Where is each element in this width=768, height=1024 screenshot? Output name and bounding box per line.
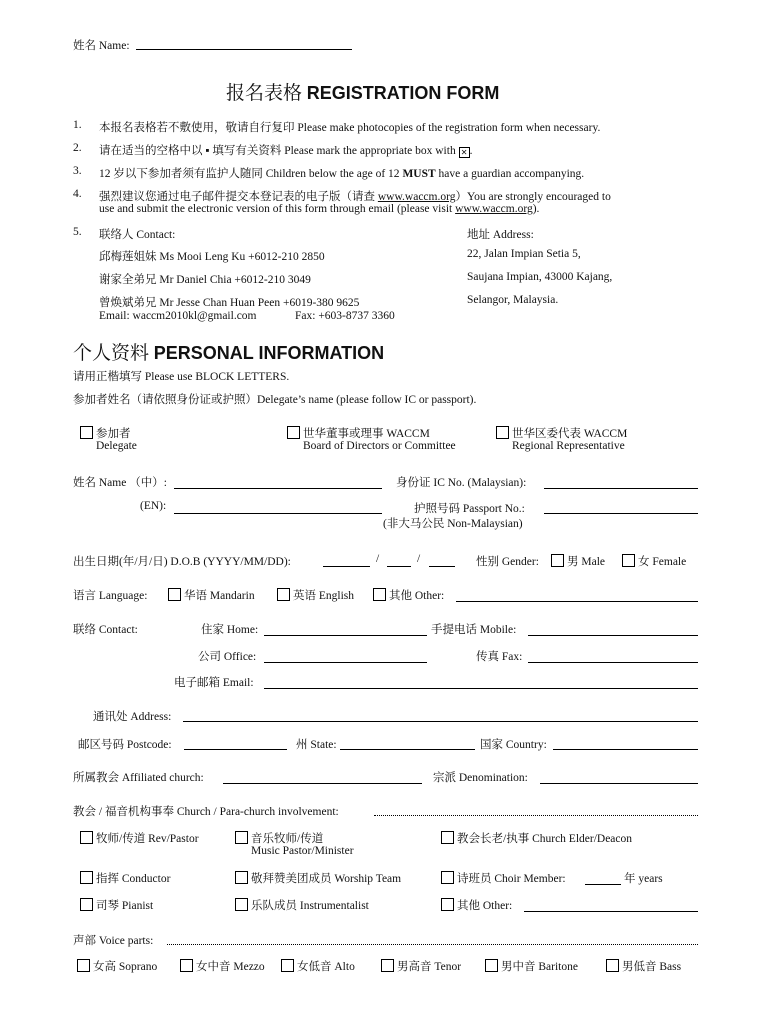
passport-field[interactable] [544,513,698,514]
page-title [226,78,499,105]
name-en-label: (EN): [140,500,167,512]
office-phone-field[interactable] [264,662,427,663]
office-label: 公司 Office: [198,651,257,663]
title-en: REGISTRATION FORM [306,83,500,103]
home-label: 住家 Home: [201,624,259,636]
fax-field[interactable] [528,662,698,663]
voice-baritone-option: 男中音 Baritone [485,958,578,974]
church-field[interactable] [223,783,422,784]
voice-divider [167,944,698,945]
instruction-4-line1: 强烈建议您通过电子邮件提交本登记表的电子版（请查 www.waccm.org）You are strongly encouraged to [99,191,611,203]
mandarin-option: 华语 Mandarin [168,587,255,603]
address-field[interactable] [183,721,698,722]
dob-month-field[interactable] [387,566,411,567]
instruction-num-1: 1. [73,119,82,131]
male-checkbox[interactable] [551,554,564,567]
passport-label: 护照号码 Passport No.: [414,503,525,515]
music-pastor-en: Music Pastor/Minister [251,845,354,857]
state-label: 州 State: [296,739,337,751]
involvement-divider [374,815,698,816]
voice-soprano-option: 女高 Soprano [77,958,157,974]
dob-label: 出生日期(年/月/日) D.O.B (YYYY/MM/DD): [73,556,291,568]
ic-label: 身份证 IC No. (Malaysian): [396,477,527,489]
address-line-2: Saujana Impian, 43000 Kajang, [467,271,613,283]
role-other-option: 其他 Other: [441,897,512,913]
voice-alto-option: 女低音 Alto [281,958,355,974]
conductor-checkbox[interactable] [80,871,93,884]
language-other-field[interactable] [456,601,698,602]
postcode-label: 邮区号码 Postcode: [78,739,172,751]
years-label: 年 years [624,873,663,885]
delegate-en: Delegate [96,440,137,452]
address-field-label: 通讯处 Address: [93,711,172,723]
voice-bass-option: 男低音 Bass [606,958,681,974]
worship-checkbox[interactable] [235,871,248,884]
gender-female-option: 女 Female [622,553,686,569]
instruction-2: 请在适当的空格中以 ▪ 填写有关资料 Please mark the appropriate box with ✕ . [99,145,473,157]
language-other-option: 其他 Other: [373,587,444,603]
contact-person-1: 邱梅莲姐妹 Ms Mooi Leng Ku +6012-210 2850 [99,251,325,263]
denomination-label: 宗派 Denomination: [433,772,528,784]
music-pastor-option: 音乐牧师/传道 [235,830,323,846]
english-checkbox[interactable] [277,588,290,601]
delegate-option: 参加者 [80,425,131,441]
delegate-name-note: 参加者姓名（请依照身份证或护照）Delegate’s name (please follow IC or passport). [73,394,477,406]
name-cn-label: 姓名 Name （中）: [73,477,167,489]
top-name-field[interactable] [136,49,352,50]
involvement-label: 教会 / 福音机构事奉 Church / Para-church involvement: [73,806,339,818]
instruction-1: 本报名表格若不敷使用，敬请自行复印 Please make photocopies of the registration form when necessary. [99,122,601,134]
pastor-option: 牧师/传道 Rev/Pastor [80,830,199,846]
instruction-4-line2: use and submit the electronic version of this form through email (please visit www.waccm.org). [99,203,540,215]
contact-person-2: 谢家全弟兄 Mr Daniel Chia +6012-210 3049 [99,274,311,286]
dob-slash-1: / [376,553,380,565]
conductor-option: 指挥 Conductor [80,870,170,886]
home-phone-field[interactable] [264,635,427,636]
instruction-num-3: 3. [73,165,82,177]
contact-label: 联络人 Contact: [99,229,176,241]
church-label: 所属教会 Affiliated church: [73,772,204,784]
country-field[interactable] [553,749,698,750]
choir-option: 诗班员 Choir Member: [441,870,566,886]
top-name-label: 姓名 Name: [73,40,130,52]
instruction-num-2: 2. [73,142,82,154]
language-other-checkbox[interactable] [373,588,386,601]
title-cn: 报名表格 [226,83,303,104]
choir-checkbox[interactable] [441,871,454,884]
female-checkbox[interactable] [622,554,635,567]
mobile-label: 手提电话 Mobile: [431,624,517,636]
regional-option: 世华区委代表 WACCM [496,425,627,441]
instruction-3: 12 岁以下参加者须有监护人随同 Children below the age of 12 MUST have a guardian accompanying. [99,168,585,180]
passport-note: (非大马公民 Non-Malaysian) [383,518,523,530]
voice-tenor-option: 男高音 Tenor [381,958,461,974]
regional-checkbox[interactable] [496,426,509,439]
country-label: 国家 Country: [480,739,547,751]
gender-label: 性别 Gender: [476,556,539,568]
contact-person-3: 曾焕斌弟兄 Mr Jesse Chan Huan Peen +6019-380 9625 [99,297,360,309]
email-field[interactable] [264,688,698,689]
fax-label: 传真 Fax: [476,651,523,663]
delegate-checkbox[interactable] [80,426,93,439]
x-mark-icon: ✕ [459,147,470,158]
voice-mezzo-option: 女中音 Mezzo [180,958,265,974]
gender-male-option: 男 Male [551,553,605,569]
name-cn-field[interactable] [174,488,382,489]
elder-checkbox[interactable] [441,831,454,844]
address-label: 地址 Address: [467,229,534,241]
language-label: 语言 Language: [73,590,148,602]
mobile-field[interactable] [528,635,698,636]
elder-option: 教会长老/执事 Church Elder/Deacon [441,830,632,846]
address-line-3: Selangor, Malaysia. [467,294,559,306]
contact-section-label: 联络 Contact: [73,624,138,636]
worship-option: 敬拜赞美团成员 Worship Team [235,870,401,886]
instrumentalist-checkbox[interactable] [235,898,248,911]
mezzo-checkbox[interactable] [180,959,193,972]
board-checkbox[interactable] [287,426,300,439]
dob-slash-2: / [417,553,421,565]
choir-years-field[interactable] [585,884,621,885]
section-heading-personal: 个人资料 PERSONAL INFORMATION [73,343,385,364]
tenor-checkbox[interactable] [381,959,394,972]
name-en-field[interactable] [174,513,382,514]
ic-field[interactable] [544,488,698,489]
dob-day-field[interactable] [429,566,455,567]
dob-year-field[interactable] [323,566,370,567]
bass-checkbox[interactable] [606,959,619,972]
board-option: 世华董事或理事 WACCM [287,425,430,441]
contact-fax: Fax: +603-8737 3360 [295,310,395,322]
english-option: 英语 English [277,587,354,603]
block-letters-note: 请用正楷填写 Please use BLOCK LETTERS. [73,371,290,383]
role-other-checkbox[interactable] [441,898,454,911]
music-pastor-checkbox[interactable] [235,831,248,844]
pianist-option: 司琴 Pianist [80,897,153,913]
alto-checkbox[interactable] [281,959,294,972]
instrumentalist-option: 乐队成员 Instrumentalist [235,897,369,913]
pianist-checkbox[interactable] [80,898,93,911]
email-label: 电子邮箱 Email: [174,677,254,689]
role-other-field[interactable] [524,911,698,912]
regional-en: Regional Representative [512,440,625,452]
voice-parts-label: 声部 Voice parts: [73,935,154,947]
contact-email: Email: waccm2010kl@gmail.com [99,310,257,322]
instruction-num-4: 4. [73,188,82,200]
address-line-1: 22, Jalan Impian Setia 5, [467,248,581,260]
postcode-field[interactable] [184,749,287,750]
soprano-checkbox[interactable] [77,959,90,972]
waccm-link-1[interactable]: www.waccm.org [377,191,456,203]
denomination-field[interactable] [540,783,698,784]
pastor-checkbox[interactable] [80,831,93,844]
instruction-num-5: 5. [73,226,82,238]
baritone-checkbox[interactable] [485,959,498,972]
waccm-link-2[interactable]: www.waccm.org [455,203,533,215]
state-field[interactable] [340,749,475,750]
board-en: Board of Directors or Committee [303,440,456,452]
mandarin-checkbox[interactable] [168,588,181,601]
